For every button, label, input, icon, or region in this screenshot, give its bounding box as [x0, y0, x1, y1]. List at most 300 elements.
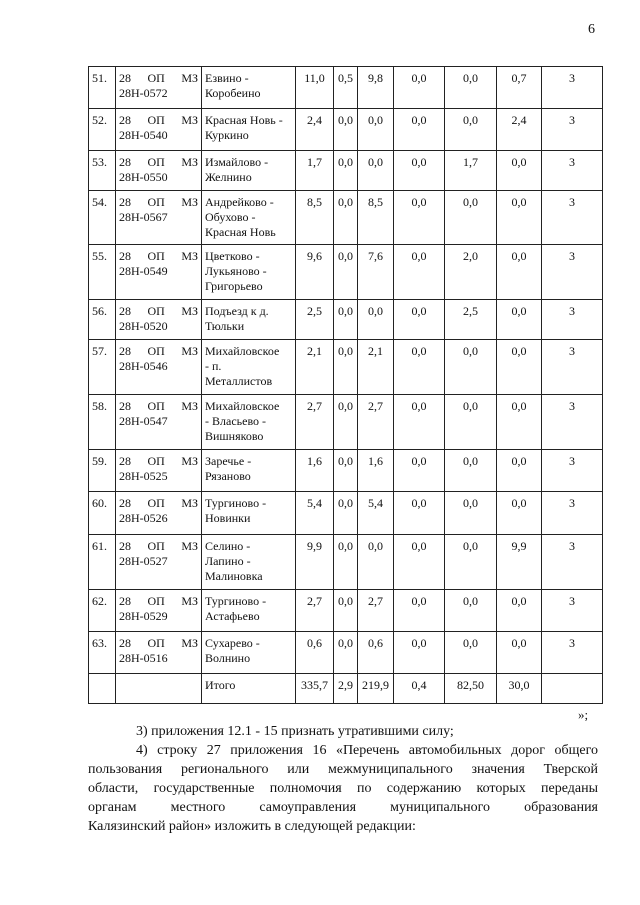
roads-table	[88, 66, 603, 704]
road-name	[202, 492, 296, 535]
paragraph-4-line: пользования регионального или межмуниципального значения Тверской	[88, 762, 598, 777]
value-cell	[445, 245, 497, 300]
value-cell	[445, 632, 497, 674]
road-name-line: Астафьево	[205, 609, 260, 623]
road-code-part: 28	[119, 636, 131, 650]
value-cell	[334, 632, 358, 674]
road-code-part: 28	[119, 71, 131, 85]
road-name-line: Малиновка	[205, 569, 263, 583]
road-name-line: Обухово -	[205, 210, 256, 224]
category-text: 3	[569, 249, 575, 263]
value-text: 0,0	[463, 71, 478, 85]
road-code-line-1	[119, 594, 198, 609]
value-text: 0,0	[463, 344, 478, 358]
value-text: 0,0	[338, 496, 353, 510]
category-text: 3	[569, 155, 575, 169]
road-name	[202, 632, 296, 674]
road-code-part: 28	[119, 539, 131, 553]
road-code	[116, 151, 202, 191]
value-text: 2,4	[307, 113, 322, 127]
road-code-part: МЗ	[181, 304, 198, 318]
value-cell	[296, 245, 334, 300]
value-text: 0,0	[511, 496, 527, 510]
road-code-part: МЗ	[181, 496, 198, 510]
closing-quote-mark: »;	[578, 707, 589, 722]
value-text: 0,0	[411, 496, 427, 510]
value-text: 0,0	[338, 539, 353, 553]
road-name-line: Заречье -	[205, 454, 252, 468]
total-value-cell	[394, 674, 445, 704]
value-text: 0,0	[511, 636, 527, 650]
road-code-line-2: 28Н-0540	[119, 128, 168, 142]
road-code-part: ОП	[147, 304, 165, 318]
row-number: 51.	[89, 67, 116, 109]
table-row	[89, 191, 603, 245]
table-row	[89, 67, 603, 109]
category-cell	[542, 590, 603, 632]
road-name	[202, 151, 296, 191]
value-cell	[394, 632, 445, 674]
road-code-line-1	[119, 71, 198, 86]
value-text: 1,7	[307, 155, 322, 169]
value-text: 0,0	[338, 155, 353, 169]
value-cell	[497, 109, 542, 151]
road-name-line: - п.	[205, 359, 222, 373]
road-code-part: ОП	[147, 594, 165, 608]
category-cell	[542, 535, 603, 590]
value-cell	[497, 450, 542, 492]
road-code-line-2: 28Н-0572	[119, 86, 168, 100]
total-empty-cell	[116, 674, 202, 704]
row-number: 63.	[89, 632, 116, 674]
road-name-line: Тюльки	[205, 319, 245, 333]
value-cell	[394, 245, 445, 300]
road-code	[116, 492, 202, 535]
value-cell	[394, 151, 445, 191]
table-row	[89, 450, 603, 492]
road-code-part: 28	[119, 195, 131, 209]
value-cell	[394, 590, 445, 632]
value-text: 0,0	[338, 113, 353, 127]
category-cell	[542, 395, 603, 450]
value-text: 7,6	[368, 249, 383, 263]
value-text: 0,0	[463, 113, 478, 127]
total-value-cell	[334, 674, 358, 704]
value-text: 2,7	[368, 399, 383, 413]
value-cell	[334, 191, 358, 245]
value-cell	[358, 245, 394, 300]
road-code-line-1	[119, 249, 198, 264]
value-cell	[497, 632, 542, 674]
road-code-line-1	[119, 539, 198, 554]
road-code-line-1	[119, 399, 198, 414]
value-cell	[358, 67, 394, 109]
value-cell	[358, 590, 394, 632]
value-cell	[296, 300, 334, 340]
road-name	[202, 395, 296, 450]
road-code	[116, 340, 202, 395]
road-code-part: 28	[119, 249, 131, 263]
value-text: 0,0	[463, 454, 478, 468]
category-cell	[542, 300, 603, 340]
road-code-line-2: 28Н-0567	[119, 210, 168, 224]
value-text: 0,0	[338, 344, 353, 358]
paragraph-4-line: области, государственные полномочия по содержанию которых переданы	[88, 781, 598, 796]
value-cell	[296, 492, 334, 535]
road-name-line: Михайловское	[205, 344, 280, 358]
value-cell	[497, 340, 542, 395]
value-cell	[445, 395, 497, 450]
road-code-line-1	[119, 496, 198, 511]
road-code-line-2: 28Н-0520	[119, 319, 168, 333]
value-cell	[334, 340, 358, 395]
value-cell	[358, 191, 394, 245]
value-text: 9,6	[307, 249, 322, 263]
value-text: 0,0	[411, 304, 427, 318]
value-cell	[394, 340, 445, 395]
value-cell	[334, 590, 358, 632]
value-cell	[497, 151, 542, 191]
value-text: 5,4	[307, 496, 322, 510]
value-cell	[296, 340, 334, 395]
total-category-cell	[542, 674, 603, 704]
road-name-line: Куркино	[205, 128, 249, 142]
road-name-line: Михайловское	[205, 399, 280, 413]
value-cell	[497, 300, 542, 340]
road-name-line: Металлистов	[205, 374, 273, 388]
category-cell	[542, 492, 603, 535]
road-name	[202, 535, 296, 590]
category-text: 3	[569, 594, 575, 608]
value-text: 0,6	[307, 636, 322, 650]
value-text: 8,5	[368, 195, 383, 209]
road-code-line-2: 28Н-0527	[119, 554, 168, 568]
value-cell	[445, 492, 497, 535]
value-text: 1,6	[307, 454, 322, 468]
road-code-line-1	[119, 636, 198, 651]
category-cell	[542, 191, 603, 245]
category-text: 3	[569, 454, 575, 468]
road-code-part: 28	[119, 454, 131, 468]
table-row	[89, 245, 603, 300]
road-code-part: 28	[119, 594, 131, 608]
road-code	[116, 535, 202, 590]
value-cell	[296, 395, 334, 450]
road-code-line-1	[119, 155, 198, 170]
value-cell	[358, 395, 394, 450]
value-cell	[296, 151, 334, 191]
value-text: 0,0	[463, 594, 478, 608]
value-text: 2,0	[463, 249, 478, 263]
value-text: 0,0	[411, 249, 427, 263]
road-name	[202, 109, 296, 151]
value-cell	[394, 450, 445, 492]
road-name-line: Волнино	[205, 651, 251, 665]
category-cell	[542, 450, 603, 492]
value-cell	[394, 300, 445, 340]
paragraph-4	[88, 741, 598, 836]
road-code-line-2: 28Н-0546	[119, 359, 168, 373]
road-code-part: МЗ	[181, 636, 198, 650]
paragraph-3: 3) приложения 12.1 - 15 признать утратившими силу;	[136, 724, 454, 739]
total-empty-cell	[89, 674, 116, 704]
value-text: 2,7	[368, 594, 383, 608]
value-cell	[497, 395, 542, 450]
category-text: 3	[569, 636, 575, 650]
road-name	[202, 245, 296, 300]
road-code-part: 28	[119, 304, 131, 318]
value-text: 0,0	[338, 454, 353, 468]
value-text: 0,0	[511, 304, 527, 318]
road-name-line: Коробеино	[205, 86, 261, 100]
value-cell	[334, 395, 358, 450]
value-cell	[445, 109, 497, 151]
category-cell	[542, 245, 603, 300]
value-text: 0,5	[338, 71, 353, 85]
table-row	[89, 492, 603, 535]
road-code-part: МЗ	[181, 594, 198, 608]
road-code-line-1	[119, 113, 198, 128]
value-cell	[497, 590, 542, 632]
row-number: 56.	[89, 300, 116, 340]
value-text: 1,7	[463, 155, 478, 169]
road-name-line: Подъезд к д.	[205, 304, 269, 318]
road-name-line: Вишняково	[205, 429, 264, 443]
value-cell	[296, 191, 334, 245]
value-cell	[445, 535, 497, 590]
road-code-part: МЗ	[181, 71, 198, 85]
value-cell	[445, 67, 497, 109]
value-text: 0,6	[368, 636, 383, 650]
category-text: 3	[569, 113, 575, 127]
value-cell	[497, 492, 542, 535]
value-cell	[497, 245, 542, 300]
value-text: 0,0	[463, 636, 478, 650]
value-cell	[296, 67, 334, 109]
road-code	[116, 300, 202, 340]
road-name-line: Лапино -	[205, 554, 251, 568]
total-value-text: 30,0	[508, 678, 530, 692]
road-code-part: МЗ	[181, 113, 198, 127]
road-code-part: 28	[119, 113, 131, 127]
value-cell	[358, 109, 394, 151]
value-text: 0,0	[338, 304, 353, 318]
road-code-part: МЗ	[181, 249, 198, 263]
value-text: 0,0	[411, 195, 427, 209]
total-value-text: 0,4	[411, 678, 427, 692]
road-code	[116, 109, 202, 151]
road-name-line: Григорьево	[205, 279, 263, 293]
paragraph-4-line: 4) строку 27 приложения 16 «Перечень автомобильных дорог общего	[136, 743, 598, 758]
category-cell	[542, 109, 603, 151]
value-cell	[358, 300, 394, 340]
road-code-line-2: 28Н-0549	[119, 264, 168, 278]
value-text: 0,0	[338, 399, 353, 413]
value-cell	[445, 300, 497, 340]
road-code-line-1	[119, 304, 198, 319]
road-code	[116, 67, 202, 109]
value-text: 0,0	[338, 249, 353, 263]
value-cell	[445, 450, 497, 492]
category-text: 3	[569, 304, 575, 318]
road-code-line-2: 28Н-0550	[119, 170, 168, 184]
table-row	[89, 395, 603, 450]
value-cell	[334, 151, 358, 191]
road-code-part: ОП	[147, 155, 165, 169]
road-name-line: Рязаново	[205, 469, 251, 483]
value-text: 0,0	[411, 344, 427, 358]
table-row	[89, 340, 603, 395]
road-code-part: ОП	[147, 454, 165, 468]
value-text: 11,0	[304, 71, 325, 85]
value-text: 2,5	[307, 304, 322, 318]
total-value-cell	[296, 674, 334, 704]
value-cell	[497, 67, 542, 109]
paragraph-4-line: органам местного самоуправления муниципального образования	[88, 800, 598, 815]
value-text: 9,9	[307, 539, 322, 553]
value-text: 2,5	[463, 304, 478, 318]
value-text: 0,0	[411, 71, 427, 85]
road-code-part: 28	[119, 496, 131, 510]
road-name-line: Красная Новь -	[205, 113, 283, 127]
road-code	[116, 450, 202, 492]
road-name-line: Андрейково -	[205, 195, 274, 209]
road-name	[202, 67, 296, 109]
value-text: 0,0	[511, 454, 527, 468]
category-cell	[542, 632, 603, 674]
value-cell	[394, 67, 445, 109]
road-code-line-2: 28Н-0516	[119, 651, 168, 665]
road-name-line: Красная Новь	[205, 225, 276, 239]
value-cell	[358, 340, 394, 395]
road-code-part: МЗ	[181, 454, 198, 468]
value-cell	[334, 67, 358, 109]
road-code	[116, 590, 202, 632]
total-value-text: 335,7	[301, 678, 328, 692]
value-text: 0,0	[411, 594, 427, 608]
road-name	[202, 300, 296, 340]
value-text: 0,0	[511, 399, 527, 413]
total-value-text: 82,50	[457, 678, 484, 692]
total-value-cell	[497, 674, 542, 704]
road-name-line: Тургиново -	[205, 594, 267, 608]
total-value-text: 2,9	[338, 678, 353, 692]
value-text: 8,5	[307, 195, 322, 209]
value-text: 0,0	[411, 539, 427, 553]
road-code-part: 28	[119, 399, 131, 413]
value-cell	[334, 109, 358, 151]
value-text: 1,6	[368, 454, 383, 468]
road-code-part: ОП	[147, 195, 165, 209]
value-cell	[334, 535, 358, 590]
value-cell	[394, 191, 445, 245]
total-value-cell	[358, 674, 394, 704]
road-name-line: Лукьяново -	[205, 264, 267, 278]
road-code-part: ОП	[147, 496, 165, 510]
value-text: 0,0	[411, 399, 427, 413]
road-code-line-1	[119, 195, 198, 210]
row-number: 55.	[89, 245, 116, 300]
value-text: 0,7	[511, 71, 527, 85]
value-cell	[497, 535, 542, 590]
category-text: 3	[569, 539, 575, 553]
value-text: 0,0	[511, 344, 527, 358]
value-cell	[394, 492, 445, 535]
value-text: 0,0	[338, 195, 353, 209]
road-code-part: ОП	[147, 399, 165, 413]
category-cell	[542, 340, 603, 395]
value-text: 0,0	[368, 304, 383, 318]
value-cell	[358, 151, 394, 191]
category-text: 3	[569, 344, 575, 358]
road-name-line: Цветково -	[205, 249, 260, 263]
value-cell	[358, 450, 394, 492]
value-text: 0,0	[368, 539, 383, 553]
road-code-part: МЗ	[181, 344, 198, 358]
road-code-part: ОП	[147, 71, 165, 85]
value-text: 2,4	[511, 113, 527, 127]
road-code	[116, 395, 202, 450]
row-number: 58.	[89, 395, 116, 450]
value-text: 0,0	[511, 249, 527, 263]
value-text: 2,7	[307, 399, 322, 413]
value-cell	[358, 535, 394, 590]
road-name-line: Тургиново -	[205, 496, 267, 510]
road-code	[116, 632, 202, 674]
row-number: 60.	[89, 492, 116, 535]
value-cell	[296, 535, 334, 590]
table-row	[89, 632, 603, 674]
value-text: 2,1	[307, 344, 322, 358]
road-code	[116, 191, 202, 245]
value-cell	[296, 632, 334, 674]
road-name	[202, 590, 296, 632]
category-text: 3	[569, 195, 575, 209]
category-text: 3	[569, 71, 575, 85]
value-cell	[445, 191, 497, 245]
table-body	[89, 67, 603, 704]
road-code-part: 28	[119, 155, 131, 169]
road-code-part: ОП	[147, 344, 165, 358]
total-row	[89, 674, 603, 704]
value-text: 9,9	[511, 539, 527, 553]
road-code-part: МЗ	[181, 399, 198, 413]
value-text: 0,0	[368, 155, 383, 169]
value-text: 0,0	[511, 594, 527, 608]
value-text: 0,0	[463, 496, 478, 510]
category-text: 3	[569, 399, 575, 413]
table-row	[89, 590, 603, 632]
total-label: Итого	[202, 674, 296, 704]
road-code-line-1	[119, 454, 198, 469]
road-code-part: МЗ	[181, 195, 198, 209]
row-number: 53.	[89, 151, 116, 191]
road-name-line: Селино -	[205, 539, 251, 553]
value-cell	[445, 590, 497, 632]
road-code-part: ОП	[147, 636, 165, 650]
road-code-part: 28	[119, 344, 131, 358]
value-cell	[358, 632, 394, 674]
value-cell	[296, 109, 334, 151]
road-name	[202, 340, 296, 395]
page-number: 6	[588, 22, 595, 37]
table-row	[89, 300, 603, 340]
road-code-line-2: 28Н-0526	[119, 511, 168, 525]
category-text: 3	[569, 496, 575, 510]
value-text: 0,0	[463, 195, 478, 209]
row-number: 62.	[89, 590, 116, 632]
row-number: 59.	[89, 450, 116, 492]
